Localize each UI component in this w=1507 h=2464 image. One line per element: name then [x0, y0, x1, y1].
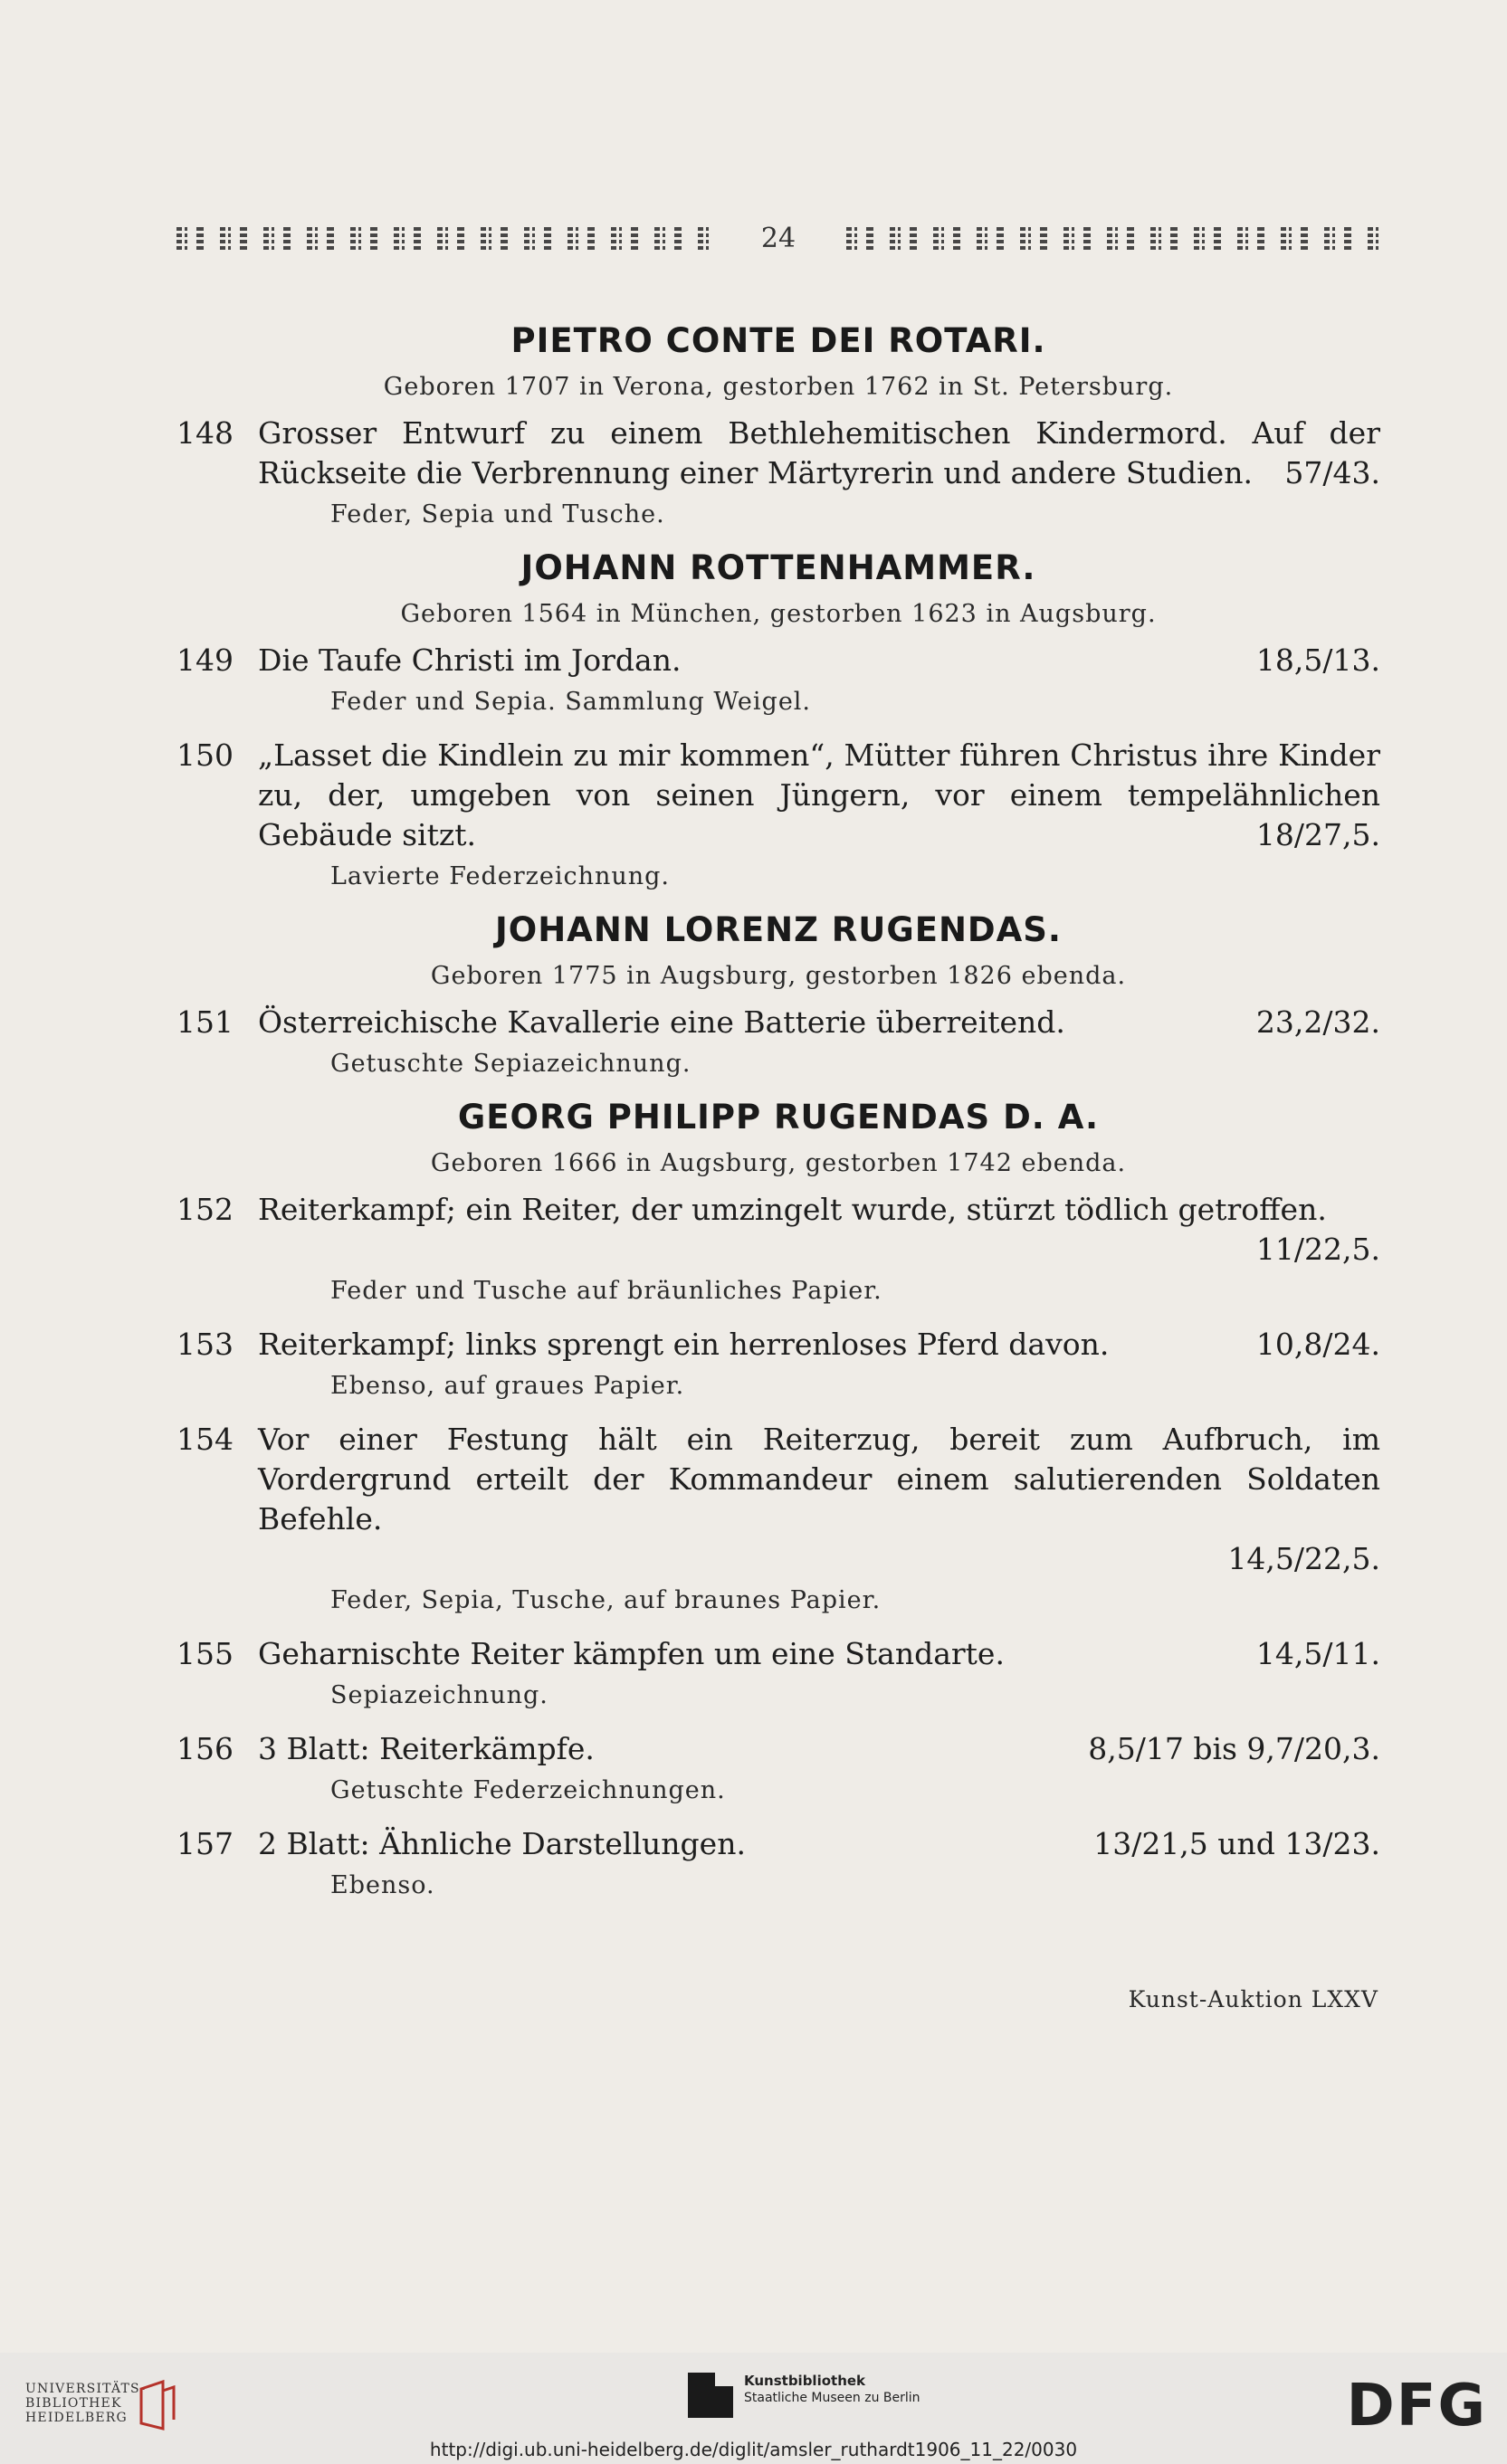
artist-bio: Geboren 1707 in Verona, gestorben 1762 in St. Petersburg. — [383, 373, 1174, 401]
catalog-entry — [176, 1634, 1380, 1674]
entry-medium: Getuschte Sepiazeichnung. — [330, 1050, 692, 1078]
entry-number: 148 — [176, 415, 234, 451]
entry-text: „Lasset die Kindlein zu mir kommen“, Mütter führen Christus ihre Kinder zu, der, umgeben von seinen Jüngern, vor einem tempelähnlichen Gebäude sitzt. — [258, 737, 1380, 852]
artist-bio: Geboren 1666 in Augsburg, gestorben 1742 ebenda. — [430, 1149, 1127, 1177]
entry-number: 156 — [176, 1731, 234, 1766]
catalog-entry — [176, 1190, 1380, 1270]
entry-number: 154 — [176, 1422, 234, 1457]
header-ornament-right — [846, 226, 1380, 250]
artist-name: JOHANN LORENZ RUGENDAS. — [495, 910, 1062, 949]
entry-dimensions: 18,5/13. — [1255, 642, 1380, 678]
entry-body — [258, 1420, 1380, 1579]
catalog-content — [176, 299, 1380, 1919]
entry-body — [258, 736, 1380, 855]
entry-number: 152 — [176, 1192, 234, 1227]
page-header — [176, 215, 1380, 261]
entry-dimensions: 57/43. — [1284, 455, 1380, 490]
artist-name: PIETRO CONTE DEI ROTARI. — [510, 321, 1046, 360]
entry-number: 150 — [176, 737, 234, 773]
entry-medium: Feder und Sepia. Sammlung Weigel. — [330, 688, 812, 716]
library-line: HEIDELBERG — [25, 2411, 128, 2425]
entry-number: 151 — [176, 1004, 234, 1040]
header-ornament-left — [176, 226, 711, 250]
entry-medium: Feder, Sepia, Tusche, auf braunes Papier. — [330, 1586, 882, 1614]
entry-text: 3 Blatt: Reiterkämpfe. — [258, 1731, 595, 1766]
entry-medium: Feder, Sepia und Tusche. — [330, 500, 665, 528]
entry-medium: Feder und Tusche auf bräunliches Papier. — [330, 1277, 882, 1305]
kb-subtitle: Staatliche Museen zu Berlin — [744, 2391, 920, 2405]
library-line: UNIVERSITÄTS- — [25, 2382, 147, 2396]
entry-number: 153 — [176, 1327, 234, 1362]
artist-name: JOHANN ROTTENHAMMER. — [520, 548, 1036, 587]
entry-body — [258, 1824, 1380, 1864]
entry-dimensions: 18/27,5. — [1255, 817, 1380, 852]
entry-body — [258, 414, 1380, 493]
artist-section — [176, 548, 1380, 890]
artist-name: GEORG PHILIPP RUGENDAS D. A. — [457, 1098, 1100, 1137]
artist-bio: Geboren 1564 in München, gestorben 1623 in Augsburg. — [400, 600, 1157, 628]
entry-text: Die Taufe Christi im Jordan. — [258, 642, 682, 678]
kunstbibliothek-mark-icon — [688, 2373, 733, 2418]
catalog-entry — [176, 641, 1380, 680]
catalog-entry — [176, 1729, 1380, 1769]
entry-number: 157 — [176, 1826, 234, 1861]
entry-body — [258, 1190, 1380, 1270]
entry-medium: Ebenso, auf graues Papier. — [330, 1372, 685, 1400]
entry-text: Reiterkampf; ein Reiter, der umzingelt wurde, stürzt tödlich getroffen. — [258, 1192, 1327, 1227]
entry-medium: Sepiazeichnung. — [330, 1681, 548, 1709]
entry-dimensions: 14,5/11. — [1255, 1636, 1380, 1671]
catalog-entry — [176, 1824, 1380, 1864]
library-logo-icon — [136, 2378, 177, 2432]
artist-section — [176, 321, 1380, 528]
catalog-entry — [176, 1325, 1380, 1365]
source-url[interactable]: http://digi.ub.uni-heidelberg.de/diglit/amsler_ruthardt1906_11_22/0030 — [429, 2439, 1078, 2460]
kb-title: Kunstbibliothek — [744, 2373, 866, 2389]
kunstbibliothek-logo — [688, 2373, 920, 2418]
entry-text: 2 Blatt: Ähnliche Darstellungen. — [258, 1826, 746, 1861]
catalog-entry — [176, 414, 1380, 493]
entry-body — [258, 1634, 1380, 1674]
entry-text: Geharnischte Reiter kämpfen um eine Standarte. — [258, 1636, 1005, 1671]
catalog-entry — [176, 736, 1380, 855]
entry-body — [258, 1003, 1380, 1042]
entry-number: 149 — [176, 642, 234, 678]
footer-note: Kunst-Auktion LXXV — [1128, 1986, 1378, 2012]
page-number: 24 — [760, 222, 796, 254]
dfg-logo: DFG — [1346, 2373, 1487, 2440]
entry-medium: Getuschte Federzeichnungen. — [330, 1776, 726, 1804]
entry-body — [258, 641, 1380, 680]
entry-body — [258, 1325, 1380, 1365]
digitization-footer — [0, 2353, 1507, 2464]
entry-text: Reiterkampf; links sprengt ein herrenloses Pferd davon. — [258, 1327, 1110, 1362]
entry-dimensions: 13/21,5 und 13/23. — [1093, 1826, 1380, 1861]
entry-dimensions: 14,5/22,5. — [1227, 1541, 1380, 1576]
entry-text: Grosser Entwurf zu einem Bethlehemitischen Kindermord. Auf der Rückseite die Verbrennung einer Märtyrerin und andere Studien. — [258, 415, 1380, 490]
entry-medium: Lavierte Federzeichnung. — [330, 862, 670, 890]
catalog-entry — [176, 1003, 1380, 1042]
library-name — [25, 2382, 146, 2425]
catalog-entry — [176, 1420, 1380, 1579]
artist-section — [176, 910, 1380, 1078]
entry-body — [258, 1729, 1380, 1769]
entry-dimensions: 23,2/32. — [1255, 1004, 1380, 1040]
artist-section — [176, 1098, 1380, 1899]
artist-bio: Geboren 1775 in Augsburg, gestorben 1826 ebenda. — [430, 962, 1127, 990]
entry-number: 155 — [176, 1636, 234, 1671]
entry-dimensions: 11/22,5. — [1255, 1232, 1380, 1267]
entry-dimensions: 10,8/24. — [1255, 1327, 1380, 1362]
entry-dimensions: 8,5/17 bis 9,7/20,3. — [1088, 1731, 1380, 1766]
entry-text: Vor einer Festung hält ein Reiterzug, bereit zum Aufbruch, im Vordergrund erteilt der Kommandeur einem salutierenden Soldaten Befehle. — [258, 1422, 1380, 1536]
library-line: BIBLIOTHEK — [25, 2396, 122, 2411]
entry-medium: Ebenso. — [330, 1871, 435, 1899]
entry-text: Österreichische Kavallerie eine Batterie überreitend. — [258, 1004, 1065, 1040]
